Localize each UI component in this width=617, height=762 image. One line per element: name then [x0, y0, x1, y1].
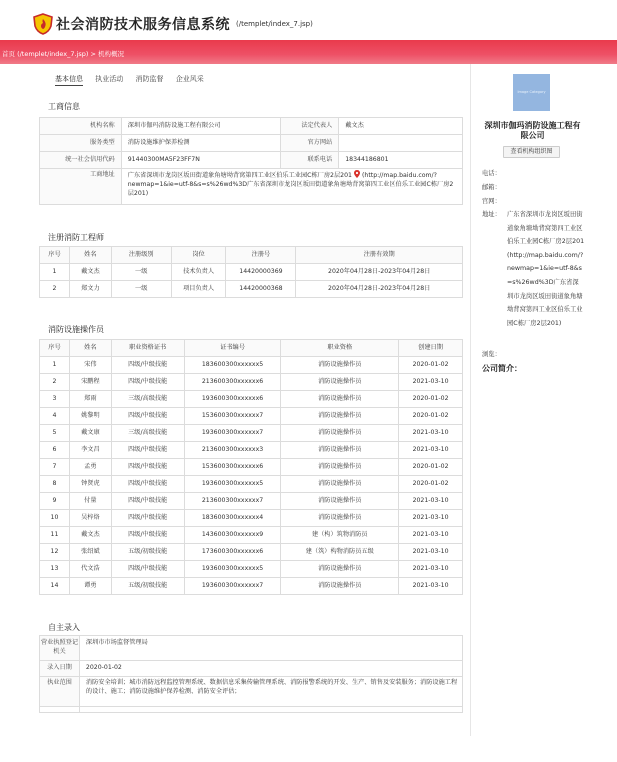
table-row: [40, 425, 463, 442]
cell: 193600300xxxxxx7: [184, 578, 281, 595]
table-row: [40, 459, 463, 476]
cell: 消防设施操作员: [281, 374, 399, 391]
column-header: 注册级别: [111, 247, 171, 264]
cell: 四级/中级技能: [111, 374, 184, 391]
cell: 姚黎明: [69, 408, 111, 425]
cell: 2021-03-10: [399, 578, 463, 595]
table-row: [40, 493, 463, 510]
registration-title: 自主录入: [48, 623, 80, 632]
breadcrumb: [2, 49, 124, 58]
cell: 一级: [111, 281, 171, 298]
cell: 戴文杰: [69, 527, 111, 544]
cell: 郑文力: [69, 281, 111, 298]
credit-code-value: 91440300MA5F23FF7N: [121, 152, 281, 169]
cell: 2020-01-02: [399, 459, 463, 476]
cell: 173600300xxxxxx6: [184, 544, 281, 561]
cell: 3: [40, 391, 70, 408]
cell: 戴文杰: [69, 264, 111, 281]
cell: 消防设施操作员: [281, 510, 399, 527]
table-row: [40, 677, 463, 707]
column-header: 证书编号: [184, 340, 281, 357]
cell: 193600300xxxxxx5: [184, 561, 281, 578]
table-row: [40, 476, 463, 493]
cell: 2021-03-10: [399, 544, 463, 561]
field-label: 官方网站: [281, 135, 339, 152]
legal-rep-value: 戴文杰: [339, 118, 463, 135]
breadcrumb-separator: >: [90, 50, 96, 58]
cell: 建（筑）构物消防员五级: [281, 544, 399, 561]
cell: 四级/中级技能: [111, 357, 184, 374]
cell: 付量: [69, 493, 111, 510]
website-value[interactable]: [339, 135, 463, 152]
cell: 193600300xxxxxx7: [184, 425, 281, 442]
cell: 1: [40, 264, 70, 281]
table-row: [40, 561, 463, 578]
cell: 2020年04月28日-2023年04月28日: [296, 281, 463, 298]
registration-table: [39, 635, 463, 713]
cell: 三级/高级技能: [111, 391, 184, 408]
field-label: 执业范围: [40, 677, 80, 707]
cell: 消防设施操作员: [281, 561, 399, 578]
empty-cell: [79, 707, 462, 713]
column-header: 序号: [40, 340, 70, 357]
cell: 四级/中级技能: [111, 442, 184, 459]
cell: 2: [40, 374, 70, 391]
cell: 9: [40, 493, 70, 510]
cell: 11: [40, 527, 70, 544]
cell: 2021-03-10: [399, 374, 463, 391]
main-panel: [29, 64, 471, 736]
cell: 2020-01-02: [399, 408, 463, 425]
table-row: [40, 578, 463, 595]
cell: 2021-03-10: [399, 442, 463, 459]
cell: 183600300xxxxxx5: [184, 357, 281, 374]
operators-table: [39, 339, 463, 595]
cell: 建（构）筑物消防员: [281, 527, 399, 544]
cell: 消防设施操作员: [281, 391, 399, 408]
table-header-row: [40, 247, 463, 264]
cell: 213600300xxxxxx7: [184, 493, 281, 510]
website-label: 官网：: [482, 198, 501, 205]
cell: 四级/中级技能: [111, 561, 184, 578]
cell: 郑雨: [69, 391, 111, 408]
table-row: [40, 152, 463, 169]
table-row: [40, 135, 463, 152]
org-name-value: 深圳市伽玛消防设施工程有限公司: [121, 118, 281, 135]
phone-value: 18344186801: [339, 152, 463, 169]
business-info-table: [39, 117, 463, 205]
address-value: [121, 169, 462, 205]
phone-label: 电话：: [482, 170, 501, 177]
cell: 6: [40, 442, 70, 459]
address-link[interactable]: 广东省深圳市龙岗区坂田街道象角塘坳背窝第四工业区伯乐工业园C栋厂房2层201 (http://map.baidu.com/?newmap=1&ie=utf-8&s=s%26wd%3D广东省深圳市龙岗区坂田街道象角塘坳背窝第四工业区伯乐工业园C栋厂房2层201): [507, 211, 585, 327]
cell: 13: [40, 561, 70, 578]
cell: 4: [40, 408, 70, 425]
cell: 消防设施操作员: [281, 357, 399, 374]
license-authority-value: 深圳市市场监督管理局: [79, 636, 462, 661]
column-header: 岗位: [171, 247, 226, 264]
column-header: 职业资格: [281, 340, 399, 357]
cell: 213600300xxxxxx3: [184, 442, 281, 459]
table-row: [40, 510, 463, 527]
cell: 消防设施操作员: [281, 442, 399, 459]
cell: 14420000368: [226, 281, 296, 298]
cell: 钟贤虎: [69, 476, 111, 493]
cell: 消防设施操作员: [281, 476, 399, 493]
cell: 8: [40, 476, 70, 493]
cell: 吴梓烙: [69, 510, 111, 527]
address-text: 广东省深圳市龙岗区坂田街道象角塘坳背窝第四工业区伯乐工业园C栋厂房2层201: [127, 172, 352, 179]
site-title: 社会消防技术服务信息系统: [56, 17, 230, 33]
cell: 四级/中级技能: [111, 527, 184, 544]
cell: 谭勇: [69, 578, 111, 595]
email-label: 邮箱：: [482, 184, 501, 191]
cell: 193600300xxxxxx5: [184, 476, 281, 493]
breadcrumb-home-link[interactable]: 首页 (/templet/index_7.jsp): [2, 50, 89, 58]
cell: 14420000369: [226, 264, 296, 281]
address-label: 地址：: [482, 211, 501, 218]
column-header: 注册有效期: [296, 247, 463, 264]
cell: 孟勇: [69, 459, 111, 476]
cell: 一级: [111, 264, 171, 281]
cell: 四级/中级技能: [111, 408, 184, 425]
table-header-row: [40, 340, 463, 357]
business-info-title: 工商信息: [48, 102, 80, 111]
field-label: 机构名称: [40, 118, 122, 135]
cell: 2020年04月28日-2023年04月28日: [296, 264, 463, 281]
cell: 代文浩: [69, 561, 111, 578]
cell: 消防设施操作员: [281, 493, 399, 510]
cell: 宋伟: [69, 357, 111, 374]
table-row: [40, 391, 463, 408]
column-header: 序号: [40, 247, 70, 264]
table-row: [40, 118, 463, 135]
entry-date-value: 2020-01-02: [79, 661, 462, 677]
business-scope-value: 消防安全培训；城市消防远程监控管理系统、数据信息采集传输管理系统、消防报警系统的开发、生产、销售及安装服务；消防设施工程的设计、施工；消防设施维护保养检测、消防安全评估；: [79, 677, 462, 707]
cell: 2: [40, 281, 70, 298]
operators-title: 消防设施操作员: [48, 325, 104, 334]
header-home-link[interactable]: (/templet/index_7.jsp): [236, 20, 313, 28]
cell: 李文昌: [69, 442, 111, 459]
views-label: 浏览：: [482, 351, 501, 358]
cell: 2021-03-10: [399, 493, 463, 510]
table-row: [40, 661, 463, 677]
map-pin-icon[interactable]: [354, 170, 360, 178]
cell: 1: [40, 357, 70, 374]
cell: 2021-03-10: [399, 510, 463, 527]
table-row: [40, 442, 463, 459]
company-name: 深圳市伽玛消防设施工程有限公司: [484, 121, 581, 140]
map-link[interactable]: (http://map.baidu.com/?newmap=1&ie=utf-8&s=s%26wd%3D广东省深圳市龙岗区坂田街道象角塘坳背窝第四工业区伯乐工业园C栋厂房2层201): [127, 172, 454, 197]
cell: 技术负责人: [171, 264, 226, 281]
cell: 消防设施操作员: [281, 408, 399, 425]
table-row: [40, 374, 463, 391]
cell: 四级/中级技能: [111, 459, 184, 476]
cell: 2021-03-10: [399, 561, 463, 578]
column-header: 注册号: [226, 247, 296, 264]
tab-company-style[interactable]: 企业风采: [175, 75, 204, 83]
cell: 戴文康: [69, 425, 111, 442]
cell: 四级/中级技能: [111, 493, 184, 510]
engineers-table: [39, 246, 463, 298]
breadcrumb-current: 机构概况: [98, 50, 125, 58]
cell: 宋鹏程: [69, 374, 111, 391]
cell: 12: [40, 544, 70, 561]
cell: 183600300xxxxxx4: [184, 510, 281, 527]
cell: 153600300xxxxxx6: [184, 459, 281, 476]
tab-basic-info[interactable]: 基本信息: [55, 74, 83, 86]
field-label: 法定代表人: [281, 118, 339, 135]
field-label: 营业执照登记机关: [40, 636, 80, 661]
tab-practice-activity[interactable]: 执业活动: [95, 75, 124, 83]
operators-table-body: [40, 357, 463, 595]
field-label: 统一社会信用代码: [40, 152, 122, 169]
cell: 项目负责人: [171, 281, 226, 298]
cell: 5: [40, 425, 70, 442]
cell: 10: [40, 510, 70, 527]
org-chart-button[interactable]: 查看机构组织图: [503, 146, 560, 158]
cell: 143600300xxxxxx9: [184, 527, 281, 544]
table-row: [40, 707, 463, 713]
fire-shield-logo-icon[interactable]: [33, 13, 53, 35]
company-sidebar: [473, 64, 590, 736]
cell: 2020-01-02: [399, 391, 463, 408]
column-header: 姓名: [69, 247, 111, 264]
column-header: 姓名: [69, 340, 111, 357]
table-row: [40, 169, 463, 205]
cell: 14: [40, 578, 70, 595]
table-row: [40, 408, 463, 425]
table-row: [40, 357, 463, 374]
cell: 2020-01-02: [399, 476, 463, 493]
cell: 193600300xxxxxx6: [184, 391, 281, 408]
cell: 7: [40, 459, 70, 476]
table-row: [40, 636, 463, 661]
cell: 消防设施操作员: [281, 459, 399, 476]
cell: 四级/中级技能: [111, 510, 184, 527]
field-label: 工商地址: [40, 169, 122, 205]
service-type-value: 消防设施维护保养检测: [121, 135, 281, 152]
field-label: 服务类型: [40, 135, 122, 152]
field-label: 联系电话: [281, 152, 339, 169]
cell: 三级/高级技能: [111, 425, 184, 442]
engineers-title: 注册消防工程师: [48, 233, 104, 242]
cell: 消防设施操作员: [281, 425, 399, 442]
table-row: [40, 281, 463, 298]
cell: 153600300xxxxxx7: [184, 408, 281, 425]
cell: 2020-01-02: [399, 357, 463, 374]
table-row: [40, 527, 463, 544]
cell: 2021-03-10: [399, 527, 463, 544]
column-header: 创建日期: [399, 340, 463, 357]
column-header: 职业资格证书: [111, 340, 184, 357]
table-row: [40, 264, 463, 281]
tab-fire-supervision[interactable]: 消防监督: [135, 75, 164, 83]
empty-cell: [40, 707, 80, 713]
cell: 213600300xxxxxx6: [184, 374, 281, 391]
field-label: 录入日期: [40, 661, 80, 677]
cell: 四级/中级技能: [111, 476, 184, 493]
company-logo-image: Image Category: [513, 74, 550, 111]
cell: 五级/初级技能: [111, 578, 184, 595]
cell: 消防设施操作员: [281, 578, 399, 595]
company-intro-label: 公司简介：: [482, 364, 522, 373]
tab-bar: [55, 74, 214, 86]
cell: 2021-03-10: [399, 425, 463, 442]
cell: 张绍斌: [69, 544, 111, 561]
cell: 五级/初级技能: [111, 544, 184, 561]
table-row: [40, 544, 463, 561]
